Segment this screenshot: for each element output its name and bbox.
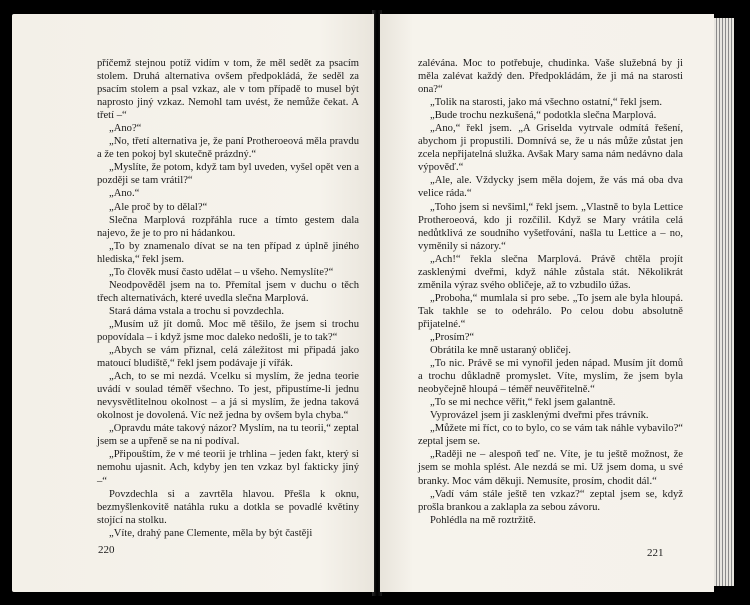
left-page (12, 14, 374, 592)
paragraph: Slečna Marplová rozpřáhla ruce a tímto gestem dala najevo, že je to pro ni hádankou. (97, 214, 359, 239)
paragraph: „Víte, drahý pane Clemente, měla by být častěji (109, 527, 313, 539)
paragraph: Povzdechla si a zavrtěla hlavou. Přešla k oknu, bezmyšlenkovitě natáhla ruku a dotkla se povadlé květiny stojící na stolku. (97, 488, 359, 526)
paragraph: „Můžete mi říct, co to bylo, co se vám tak náhle vybavilo?“ zeptal jsem se. (418, 423, 683, 448)
paragraph: Stará dáma vstala a trochu si povzdechla. (109, 305, 285, 317)
paragraph: Neodpověděl jsem na to. Přemítal jsem v duchu o těch třech alternativách, které uvedla slečna Marplová. (97, 279, 359, 304)
paragraph: „Ano?“ (109, 123, 142, 135)
paragraph: „Ano,“ řekl jsem. „A Griselda vytrvale odmítá řešení, abychom ji propustili. Domnívá se, že u nás může zůstat jen zcela nepřijatelná služka. Avšak Mary sama nám nedávno dala výpověď.“ (418, 123, 683, 174)
page-number-right: 221 (647, 547, 664, 559)
paragraph: „Bude trochu nezkušená,“ podotkla slečna Marplová. (430, 110, 657, 122)
paragraph: Vyprovázel jsem ji zasklenými dveřmi přes trávník. (430, 410, 649, 422)
paragraph: „Ach!“ řekla slečna Marplová. Právě chtěla projít zasklenými dveřmi, když náhle zůstala stát. Několikrát změnila výraz svého obličeje, až to vzbudilo úžas. (418, 253, 683, 291)
paragraph: „To by znamenalo dívat se na ten případ z úplně jiného hlediska,“ řekl jsem. (97, 240, 359, 265)
paragraph: „Prosím?“ (430, 331, 475, 343)
right-page-text (418, 57, 683, 527)
right-page (380, 14, 714, 592)
paragraph: „Raději ne – alespoň teď ne. Víte, je tu ještě možnost, že jsem se mohla splést. Ale nezdá se mi. Už jsem doma, u své branky. Moc vám děkuji. Nemusíte, prosím, chodit dál.“ (418, 449, 683, 487)
paragraph: „Ach, to se mi nezdá. Vcelku si myslím, že jedna teorie uvádí v soulad téměř všechno. To jest, připustíme-li jednu nevysvětlitelnou okolnost – a já si myslím, že jedna taková okolnost je dovolená. Víc než jedna by ovšem byla chyba.“ (97, 371, 359, 422)
paragraph: Obrátila ke mně ustaraný obličej. (430, 345, 571, 357)
paragraph: příčemž stejnou potíž vidím v tom, že měl sedět za psacím stolem. Druhá alternativa ovšem předpokládá, že seděl za psacím stolem a psal vzkaz, ale v tom případě to musel být naprosto jiný vzkaz. Nemohl tam uvést, že nemůže čekat. A třetí –“ (97, 58, 359, 122)
paragraph: „Musím už jít domů. Moc mě těšilo, že jsem si trochu popovídala – i když jsme moc daleko nedošli, je to tak?“ (97, 318, 359, 343)
page-number-left: 220 (98, 544, 115, 556)
paragraph: „Tolik na starosti, jako má všechno ostatní,“ řekl jsem. (430, 97, 662, 109)
paragraph: „Ano.“ (109, 188, 140, 200)
paragraph: Pohlédla na mě roztržitě. (430, 514, 536, 526)
paragraph: „To nic. Právě se mi vynořil jeden nápad. Musím jít domů a trochu důkladně promyslet. Víte, myslím, že jsem byla neobyčejně hloupá – téměř neuvěřitelně.“ (418, 358, 683, 396)
paragraph: „Proboha,“ mumlala si pro sebe. „To jsem ale byla hloupá. Tak takhle se to odehrálo. Po celou dobu absolutně přijatelné.“ (418, 292, 683, 330)
paragraph: „Připouštím, že v mé teorii je trhlina – jeden fakt, který si nemohu ujasnit. Ach, kdyby jen ten vzkaz byl fakticky jiný –“ (97, 449, 359, 487)
paragraph: „To člověk musí často udělat – u všeho. Nemyslíte?“ (109, 266, 334, 278)
paragraph: zalévána. Moc to potřebuje, chudinka. Vaše služebná by ji měla zalévat každý den. Předpokládám, že ji má na starosti ona?“ (418, 58, 683, 96)
page-edges (714, 18, 734, 586)
paragraph: „Opravdu máte takový názor? Myslím, na tu teorii,“ zeptal jsem se a upřeně se na ni podíval. (97, 423, 359, 448)
left-page-text (97, 57, 359, 540)
paragraph: „Myslíte, že potom, když tam byl uveden, vyšel opět ven a později se tam vrátil?“ (97, 162, 359, 187)
paragraph: „Toho jsem si nevšiml,“ řekl jsem. „Vlastně to byla Lettice Protheroeová, kdo ji rozčílil. Když se Mary vrátila celá nedůtklivá ze soudního vyšetřování, našla tu Lettice a – no, vyměnily si názory.“ (418, 201, 683, 252)
paragraph: „Vadí vám stále ještě ten vzkaz?“ zeptal jsem se, když prošla brankou a zaklapla za sebou závoru. (418, 488, 683, 513)
paragraph: „To se mi nechce věřit,“ řekl jsem galantně. (430, 397, 616, 409)
paragraph: „Ale, ale. Vždycky jsem měla dojem, že vás má oba dva velice ráda.“ (418, 175, 683, 200)
paragraph: „Abych se vám přiznal, celá záležitost mi připadá jako matoucí bludiště,“ řekl jsem podávaje jí vířák. (97, 345, 359, 370)
paragraph: „Ale proč by to dělal?“ (109, 201, 208, 213)
paragraph: „No, třetí alternativa je, že paní Protheroeová měla pravdu a že ten pokoj byl skutečně prázdný.“ (97, 136, 359, 161)
